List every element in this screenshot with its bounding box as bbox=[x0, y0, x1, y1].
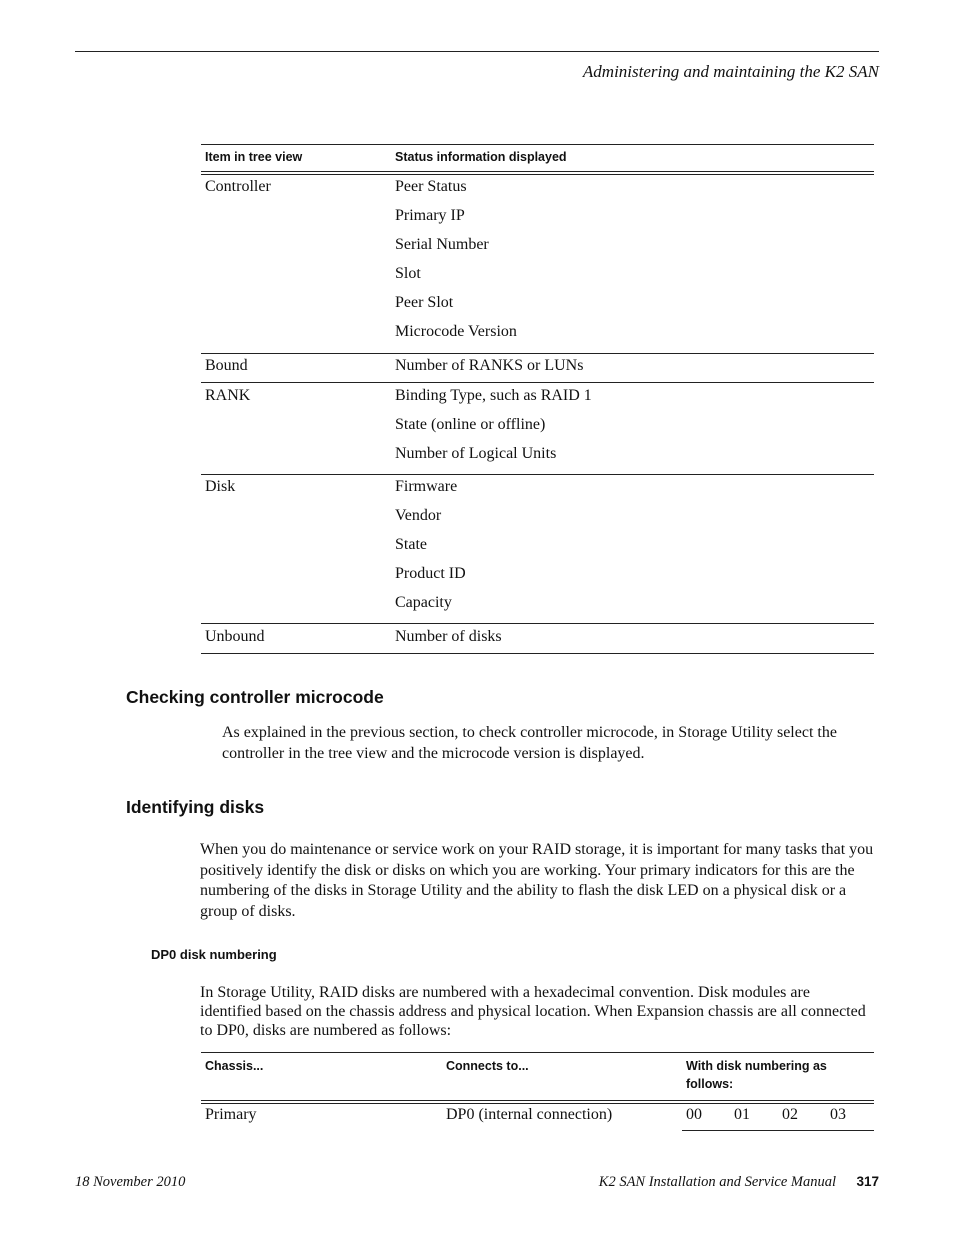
list-item: Vendor bbox=[395, 507, 442, 524]
chassis-table-header-double-rule-a bbox=[201, 1100, 874, 1101]
table-row-item-disk: Disk bbox=[205, 478, 236, 495]
header-rule bbox=[75, 51, 879, 52]
list-item: State (online or offline) bbox=[395, 416, 546, 433]
section-heading-microcode: Checking controller microcode bbox=[126, 687, 384, 707]
section-body-identifying-disks: When you do maintenance or service work on your RAID storage, it is important for many tasks that you positively identify the disk or disks on which you are working. Your primary indicators for this are the numbering of the disks in Storage Utility and the ability to flash the disk LED on a physical disk or a group of disks. bbox=[200, 841, 874, 920]
list-item: Binding Type, such as RAID 1 bbox=[395, 387, 592, 404]
list-item: State bbox=[395, 536, 427, 553]
disk-number: 02 bbox=[782, 1106, 798, 1123]
disk-number: 01 bbox=[734, 1106, 750, 1123]
table-row-item-bound: Bound bbox=[205, 357, 248, 374]
page-number: 317 bbox=[856, 1174, 879, 1189]
chassis-table-header-chassis: Chassis... bbox=[205, 1059, 264, 1073]
row-divider bbox=[201, 474, 874, 475]
table-row-item-unbound: Unbound bbox=[205, 628, 265, 645]
chassis-table-disk-rule bbox=[682, 1130, 874, 1131]
footer-date: 18 November 2010 bbox=[75, 1174, 186, 1190]
status-table-header-double-rule-b bbox=[201, 174, 874, 175]
disk-number: 00 bbox=[686, 1106, 702, 1123]
list-item: Primary IP bbox=[395, 207, 465, 224]
list-item: Product ID bbox=[395, 565, 466, 582]
list-item: Number of RANKS or LUNs bbox=[395, 357, 584, 374]
chassis-table-header-connects: Connects to... bbox=[446, 1059, 529, 1073]
list-item: Slot bbox=[395, 265, 421, 282]
row-divider bbox=[201, 623, 874, 624]
list-item: Peer Status bbox=[395, 178, 467, 195]
status-table-header-info: Status information displayed bbox=[395, 150, 567, 164]
footer-manual-title: K2 SAN Installation and Service Manual bbox=[598, 1174, 836, 1190]
table-row-item-rank: RANK bbox=[205, 387, 251, 404]
section-heading-identifying-disks: Identifying disks bbox=[126, 797, 265, 817]
subsection-body-dp0: In Storage Utility, RAID disks are numbered with a hexadecimal convention. Disk modules are identified based on the chassis address and physical location. When Expansion chassis are all connected to DP0, disks are numbered as follows: bbox=[200, 984, 866, 1039]
status-table-top-rule bbox=[201, 144, 874, 145]
list-item: Peer Slot bbox=[395, 294, 454, 311]
list-item: Firmware bbox=[395, 478, 458, 495]
disk-number: 03 bbox=[830, 1106, 846, 1123]
row-divider bbox=[201, 353, 874, 354]
status-table-bottom-rule bbox=[201, 653, 874, 654]
chassis-table-top-rule bbox=[201, 1052, 874, 1053]
table-row-chassis: Primary bbox=[205, 1106, 257, 1123]
status-table-header-double-rule-a bbox=[201, 171, 874, 172]
list-item: Number of Logical Units bbox=[395, 445, 557, 462]
chassis-table-header-disks: With disk numbering as follows: bbox=[686, 1059, 827, 1091]
table-row-connects: DP0 (internal connection) bbox=[446, 1106, 613, 1123]
section-body-microcode: As explained in the previous section, to check controller microcode, in Storage Utility select the controller in the tree view and the microcode version is displayed. bbox=[222, 724, 837, 762]
row-divider bbox=[201, 382, 874, 383]
chassis-table-header-double-rule-b bbox=[201, 1103, 874, 1104]
list-item: Capacity bbox=[395, 594, 452, 611]
status-table-header-item: Item in tree view bbox=[205, 150, 303, 164]
running-title: Administering and maintaining the K2 SAN bbox=[582, 62, 879, 81]
list-item: Number of disks bbox=[395, 628, 502, 645]
list-item: Microcode Version bbox=[395, 323, 517, 340]
subsection-heading-dp0: DP0 disk numbering bbox=[151, 947, 277, 962]
table-row-item-controller: Controller bbox=[205, 178, 271, 195]
list-item: Serial Number bbox=[395, 236, 489, 253]
